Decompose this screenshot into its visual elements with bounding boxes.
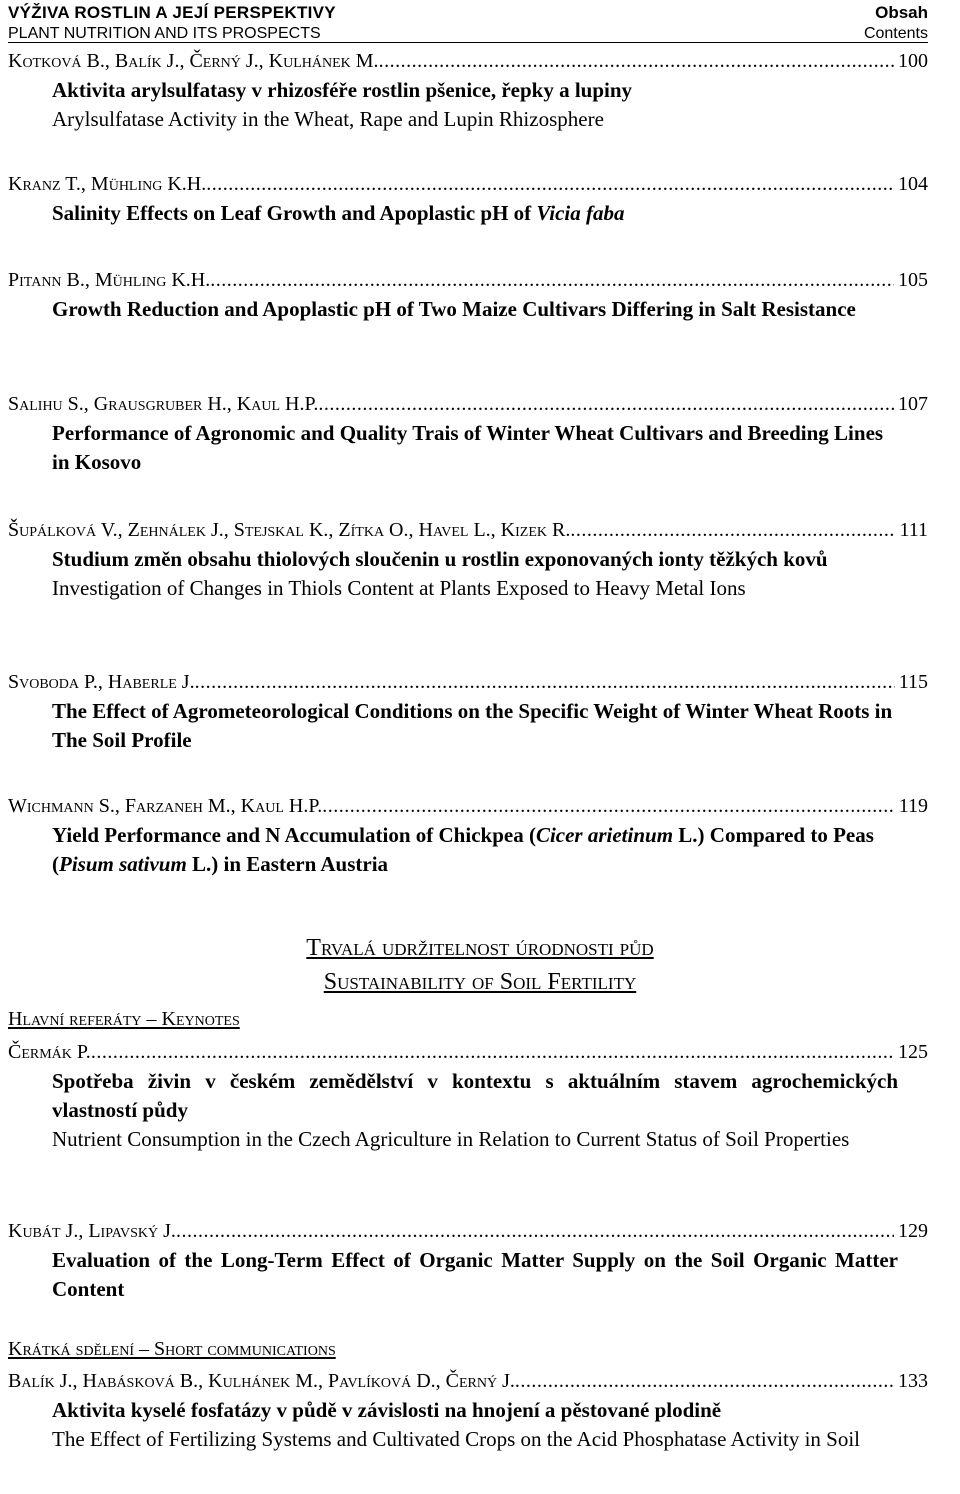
- entry-title-en: Nutrient Consumption in the Czech Agriculture in Relation to Current Status of Soil Properties: [52, 1127, 850, 1151]
- entry-authors: Salihu S., Grausgruber H., Kaul H.P.: [8, 393, 319, 415]
- leader-dots: [195, 668, 895, 697]
- toc-entry: [8, 1217, 928, 1304]
- entry-title-cz[interactable]: Spotřeba živin v českém zemědělství v kontextu s aktuálním stavem agrochemických vlastností půdy: [52, 1069, 898, 1122]
- entry-author-line: [8, 266, 928, 295]
- leader-dots: [515, 1367, 894, 1396]
- entry-page[interactable]: 107: [898, 393, 928, 415]
- entry-author-line: [8, 390, 928, 419]
- journal-title-cz: VÝŽIVA ROSTLIN A JEJÍ PERSPEKTIVY: [8, 3, 336, 22]
- leader-dots: [206, 170, 894, 199]
- title-text: Salinity Effects on Leaf Growth and Apoplastic pH of: [52, 201, 537, 225]
- toc-entry: [8, 170, 928, 228]
- entry-title-en: The Effect of Fertilizing Systems and Cultivated Crops on the Acid Phosphatase Activity in Soil: [52, 1427, 861, 1451]
- toc-entry: [8, 266, 928, 324]
- section-title-cz: Trvalá udržitelnost úrodnosti půd: [306, 935, 654, 961]
- entry-authors: Kubát J., Lipavský J.: [8, 1220, 176, 1242]
- entry-author-line: [8, 668, 928, 697]
- entry-title-en: Investigation of Changes in Thiols Content at Plants Exposed to Heavy Metal Ions: [52, 576, 746, 600]
- entry-authors: Pitann B., Mühling K.H.: [8, 269, 211, 291]
- title-text: Yield Performance and N Accumulation of Chickpea (: [52, 823, 536, 847]
- entry-page[interactable]: 111: [899, 519, 928, 541]
- entry-author-line: [8, 170, 928, 199]
- entry-authors: Balík J., Habásková B., Kulhánek M., Pavlíková D., Černý J.: [8, 1370, 515, 1392]
- entry-title-en[interactable]: The Effect of Agrometeorological Conditions on the Specific Weight of Winter Wheat Roots in The Soil Profile: [52, 699, 893, 752]
- toc-entry: [8, 1367, 928, 1454]
- entry-author-line: [8, 1038, 928, 1067]
- entry-page[interactable]: 104: [898, 173, 928, 195]
- title-species: Pisum sativum: [59, 852, 187, 876]
- section-label-en: Contents: [863, 25, 928, 42]
- entry-title-en[interactable]: [52, 821, 898, 879]
- toc-entry: [8, 1038, 928, 1154]
- title-text: L.) in Eastern Austria: [186, 852, 389, 876]
- toc-entry: [8, 668, 928, 755]
- entry-title-cz[interactable]: Studium změn obsahu thiolových sloučenin u rostlin exponovaných ionty těžkých kovů: [52, 547, 828, 571]
- entry-author-line: [8, 1367, 928, 1396]
- toc-entry: [8, 516, 928, 603]
- toc-entry: [8, 47, 928, 134]
- entry-page[interactable]: 100: [898, 50, 928, 72]
- entry-author-line: [8, 47, 928, 76]
- entry-author-line: [8, 1217, 928, 1246]
- entry-page[interactable]: 105: [898, 269, 928, 291]
- title-text: L.) Compared to Peas (: [52, 823, 874, 876]
- toc-entry: [8, 390, 928, 477]
- leader-dots: [210, 266, 894, 295]
- entry-title-en[interactable]: [52, 199, 898, 228]
- entry-page[interactable]: 125: [898, 1041, 928, 1063]
- entry-authors: Kranz T., Mühling K.H.: [8, 173, 207, 195]
- keynotes-heading: Hlavní referáty – Keynotes: [8, 1008, 240, 1030]
- entry-page[interactable]: 133: [898, 1370, 928, 1392]
- journal-title-en: PLANT NUTRITION AND ITS PROSPECTS: [8, 25, 321, 42]
- leader-dots: [91, 1038, 894, 1067]
- entry-author-line: [8, 516, 928, 545]
- toc-entry: [8, 792, 928, 879]
- title-species: Cicer arietinum: [535, 823, 674, 847]
- entry-authors: Kotková B., Balík J., Černý J., Kulhánek M.: [8, 50, 379, 72]
- entry-title-en[interactable]: Evaluation of the Long-Term Effect of Organic Matter Supply on the Soil Organic Matter Content: [52, 1248, 898, 1301]
- leader-dots: [570, 516, 895, 545]
- entry-authors: Svoboda P., Haberle J.: [8, 671, 195, 693]
- entry-page[interactable]: 129: [898, 1220, 928, 1242]
- entry-title-en[interactable]: Performance of Agronomic and Quality Trais of Winter Wheat Cultivars and Breeding Lines in Kosovo: [52, 421, 884, 474]
- leader-dots: [322, 792, 894, 821]
- header-rule: [8, 42, 928, 43]
- entry-title-cz[interactable]: Aktivita arylsulfatasy v rhizosféře rostlin pšenice, řepky a lupiny: [52, 78, 633, 102]
- leader-dots: [318, 390, 894, 419]
- entry-authors: Čermák P.: [8, 1041, 91, 1063]
- section-label-cz: Obsah: [875, 3, 928, 22]
- short-communications-heading: Krátká sdělení – Short communications: [8, 1338, 336, 1360]
- entry-authors: Wichmann S., Farzaneh M., Kaul H.P.: [8, 795, 323, 817]
- running-header: [8, 3, 928, 45]
- entry-authors: Šupálková V., Zehnálek J., Stejskal K., Zítka O., Havel L., Kizek R.: [8, 519, 571, 541]
- entry-title-en: Arylsulfatase Activity in the Wheat, Rape and Lupin Rhizosphere: [52, 107, 604, 131]
- entry-page[interactable]: 115: [898, 671, 928, 693]
- leader-dots: [176, 1217, 894, 1246]
- entry-author-line: [8, 792, 928, 821]
- title-species: Vicia faba: [536, 201, 625, 225]
- entry-title-cz[interactable]: Aktivita kyselé fosfatázy v půdě v závislosti na hnojení a pěstované plodině: [52, 1398, 722, 1422]
- section-title-en: Sustainability of Soil Fertility: [323, 969, 637, 995]
- entry-page[interactable]: 119: [898, 795, 928, 817]
- leader-dots: [379, 47, 894, 76]
- entry-title-en[interactable]: Growth Reduction and Apoplastic pH of Two Maize Cultivars Differing in Salt Resistance: [52, 297, 856, 321]
